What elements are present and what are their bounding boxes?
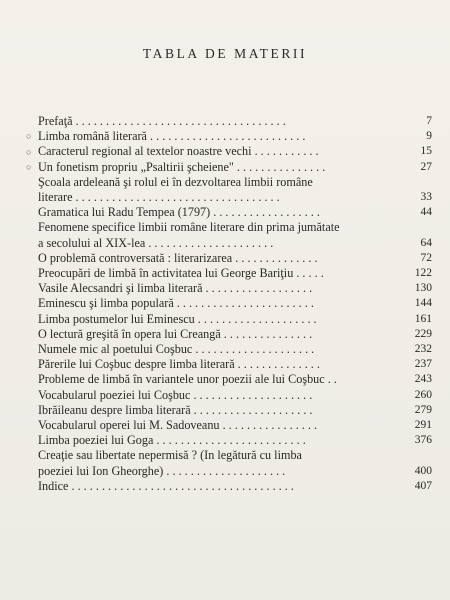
- toc-entry-title: Gramatica lui Radu Tempea (1797) . . . . . . . . . . . . . . . . . .: [38, 205, 320, 220]
- toc-entry-title: Un fonetism propriu „Psaltirii şcheiene" . . . . . . . . . . . . . . .: [38, 159, 326, 174]
- toc-entry: [26, 312, 432, 327]
- toc-entry-title: Creaţie sau libertate nepermisă ? (In legătură cu limba: [38, 448, 302, 463]
- toc-entry-page: 7: [426, 115, 432, 127]
- toc-entry-title: Vasile Alecsandri şi limba literară . . . . . . . . . . . . . . . . . .: [38, 281, 313, 296]
- toc-entry-title-continued: a secolului al XIX-lea . . . . . . . . . . . . . . . . . . . . .: [38, 235, 274, 250]
- toc-entry: [26, 448, 432, 463]
- toc-entry-title-continued: poeziei lui Ion Gheorghe) . . . . . . . . . . . . . . . . . . . .: [38, 463, 286, 478]
- toc-entry-title: Vocabularul operei lui M. Sadoveanu . . . . . . . . . . . . . . . .: [38, 418, 318, 433]
- toc-entry: [26, 144, 432, 159]
- toc-entry-page: 144: [414, 297, 432, 310]
- toc-entry-page: 237: [414, 358, 432, 371]
- table-of-contents: [26, 114, 432, 494]
- toc-entry: [26, 175, 432, 190]
- circle-marker-icon: ○: [26, 131, 32, 142]
- toc-entry-page: 122: [414, 267, 432, 280]
- toc-entry-title: Caracterul regional al textelor noastre vechi . . . . . . . . . . .: [38, 144, 319, 159]
- toc-entry: [26, 266, 432, 281]
- toc-entry-title-continued: literare . . . . . . . . . . . . . . . . . . . . . . . . . . . . . . . . . .: [38, 190, 280, 205]
- toc-entry-page: 64: [420, 236, 432, 249]
- toc-entry: [26, 251, 432, 266]
- toc-entry-page: 291: [414, 419, 432, 432]
- toc-entry-page: 15: [420, 145, 432, 158]
- toc-entry-page: 9: [426, 130, 432, 143]
- toc-entry-title: Limba postumelor lui Eminescu . . . . . . . . . . . . . . . . . . . .: [38, 311, 317, 326]
- toc-entry-page: 229: [414, 327, 432, 340]
- toc-entry: [26, 479, 432, 494]
- toc-entry: [26, 342, 432, 357]
- toc-entry-title: Preocupări de limbă în activitatea lui George Bariţiu . . . . .: [38, 266, 324, 281]
- circle-marker-icon: ○: [26, 161, 32, 172]
- circle-marker-icon: ○: [26, 146, 32, 157]
- toc-entry-title: Şcoala ardeleană şi rolul ei în dezvoltarea limbii române: [38, 174, 313, 189]
- toc-entry: [26, 205, 432, 220]
- toc-entry-page: 400: [414, 464, 432, 477]
- toc-entry-title: O lectură greşită în opera lui Creangă . . . . . . . . . . . . . . .: [38, 326, 313, 341]
- toc-entry-title: Vocabularul poeziei lui Coşbuc . . . . . . . . . . . . . . . . . . . .: [38, 387, 313, 402]
- toc-entry-continuation: [26, 190, 432, 205]
- toc-entry: [26, 357, 432, 372]
- toc-entry-page: 33: [420, 191, 432, 204]
- toc-entry-page: 407: [414, 479, 432, 492]
- toc-entry-page: 130: [414, 282, 432, 295]
- toc-entry-page: 44: [420, 206, 432, 219]
- toc-entry-page: 260: [414, 388, 432, 401]
- toc-entry-page: 376: [414, 434, 432, 447]
- toc-entry-title: Numele mic al poetului Coşbuc . . . . . . . . . . . . . . . . . . . .: [38, 342, 315, 357]
- toc-entry: [26, 160, 432, 175]
- toc-entry-title: Prefaţă . . . . . . . . . . . . . . . . . . . . . . . . . . . . . . . . . . .: [38, 114, 286, 128]
- toc-entry-title: Fenomene specifice limbii române literare din prima jumătate: [38, 220, 340, 235]
- toc-entry: [26, 220, 432, 235]
- toc-entry-continuation: [26, 464, 432, 479]
- toc-entry: [26, 372, 432, 387]
- toc-entry: [26, 418, 432, 433]
- toc-entry: [26, 296, 432, 311]
- toc-entry: [26, 403, 432, 418]
- toc-entry-title: Indice . . . . . . . . . . . . . . . . . . . . . . . . . . . . . . . . . . . . .: [38, 478, 294, 493]
- toc-entry: [26, 129, 432, 144]
- toc-entry-title: Părerile lui Coşbuc despre limba literară . . . . . . . . . . . . . .: [38, 357, 320, 372]
- toc-entry: [26, 433, 432, 448]
- toc-entry: [26, 327, 432, 342]
- toc-entry-page: 27: [420, 160, 432, 173]
- toc-entry-page: 161: [414, 312, 432, 325]
- toc-entry-page: 72: [420, 251, 432, 264]
- toc-entry-page: 279: [414, 403, 432, 416]
- toc-entry: [26, 114, 432, 129]
- toc-entry: [26, 281, 432, 296]
- toc-entry-continuation: [26, 236, 432, 251]
- toc-entry-title: Eminescu şi limba populară . . . . . . . . . . . . . . . . . . . . . . .: [38, 296, 314, 311]
- toc-entry: [26, 388, 432, 403]
- toc-entry-page: 243: [414, 373, 432, 386]
- page-title: TABLA DE MATERII: [142, 46, 308, 61]
- toc-entry-title: Ibrăileanu despre limba literară . . . . . . . . . . . . . . . . . . . .: [38, 402, 313, 417]
- toc-entry-title: Limba poeziei lui Goga . . . . . . . . . . . . . . . . . . . . . . . . .: [38, 433, 306, 448]
- toc-entry-title: Probleme de limbă în variantele unor poezii ale lui Coşbuc . .: [38, 372, 337, 387]
- toc-entry-title: Limba română literară . . . . . . . . . . . . . . . . . . . . . . . . . .: [38, 129, 306, 144]
- toc-entry-title: O problemă controversată : literarizarea . . . . . . . . . . . . . .: [38, 250, 318, 265]
- toc-entry-page: 232: [414, 343, 432, 356]
